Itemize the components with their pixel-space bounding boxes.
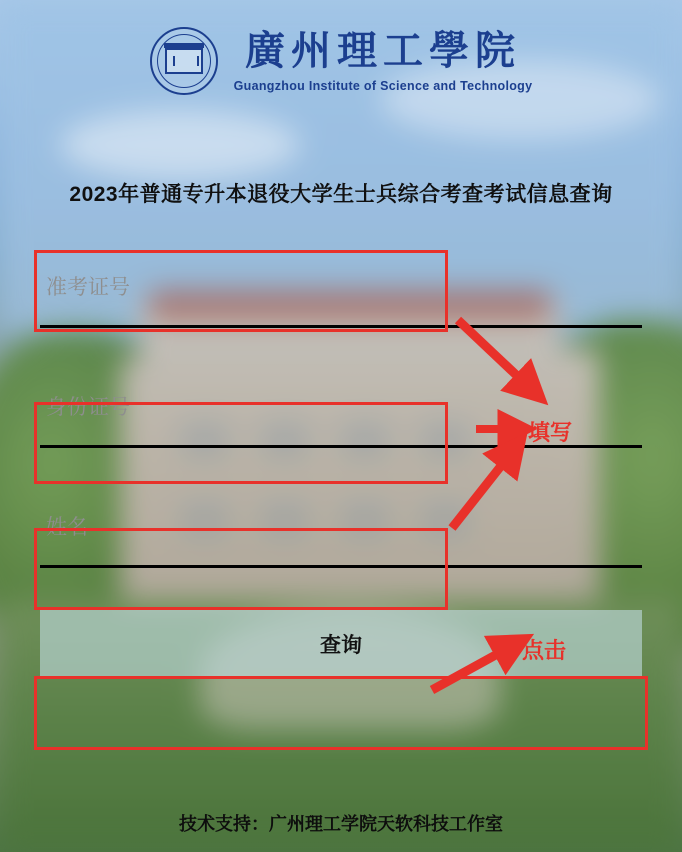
id-card-number-input[interactable] — [40, 370, 642, 448]
query-submit-button[interactable]: 查询 — [40, 610, 642, 678]
query-form — [40, 250, 642, 678]
seal-inner-glyph — [165, 48, 203, 74]
footer-credit: 技术支持：广州理工学院天软科技工作室 — [179, 814, 503, 834]
full-name-input[interactable] — [40, 490, 642, 568]
annotation-label-fill: 填写 — [528, 420, 573, 445]
university-name-en: Guangzhou Institute of Science and Technology — [233, 79, 533, 93]
field-id-card-number — [40, 370, 642, 450]
university-name-cn: 廣州理工學院 — [244, 28, 521, 73]
university-name-block — [234, 29, 533, 93]
admission-ticket-number-input[interactable] — [40, 250, 642, 328]
annotation-label-click: 点击 — [522, 638, 567, 663]
page-title: 2023年普通专升本退役大学生士兵综合考查考试信息查询 — [69, 183, 613, 206]
field-admission-ticket-number — [40, 250, 642, 330]
submit-row — [40, 610, 642, 678]
site-header — [0, 0, 682, 122]
field-full-name — [40, 490, 642, 570]
university-seal-icon — [150, 27, 218, 95]
